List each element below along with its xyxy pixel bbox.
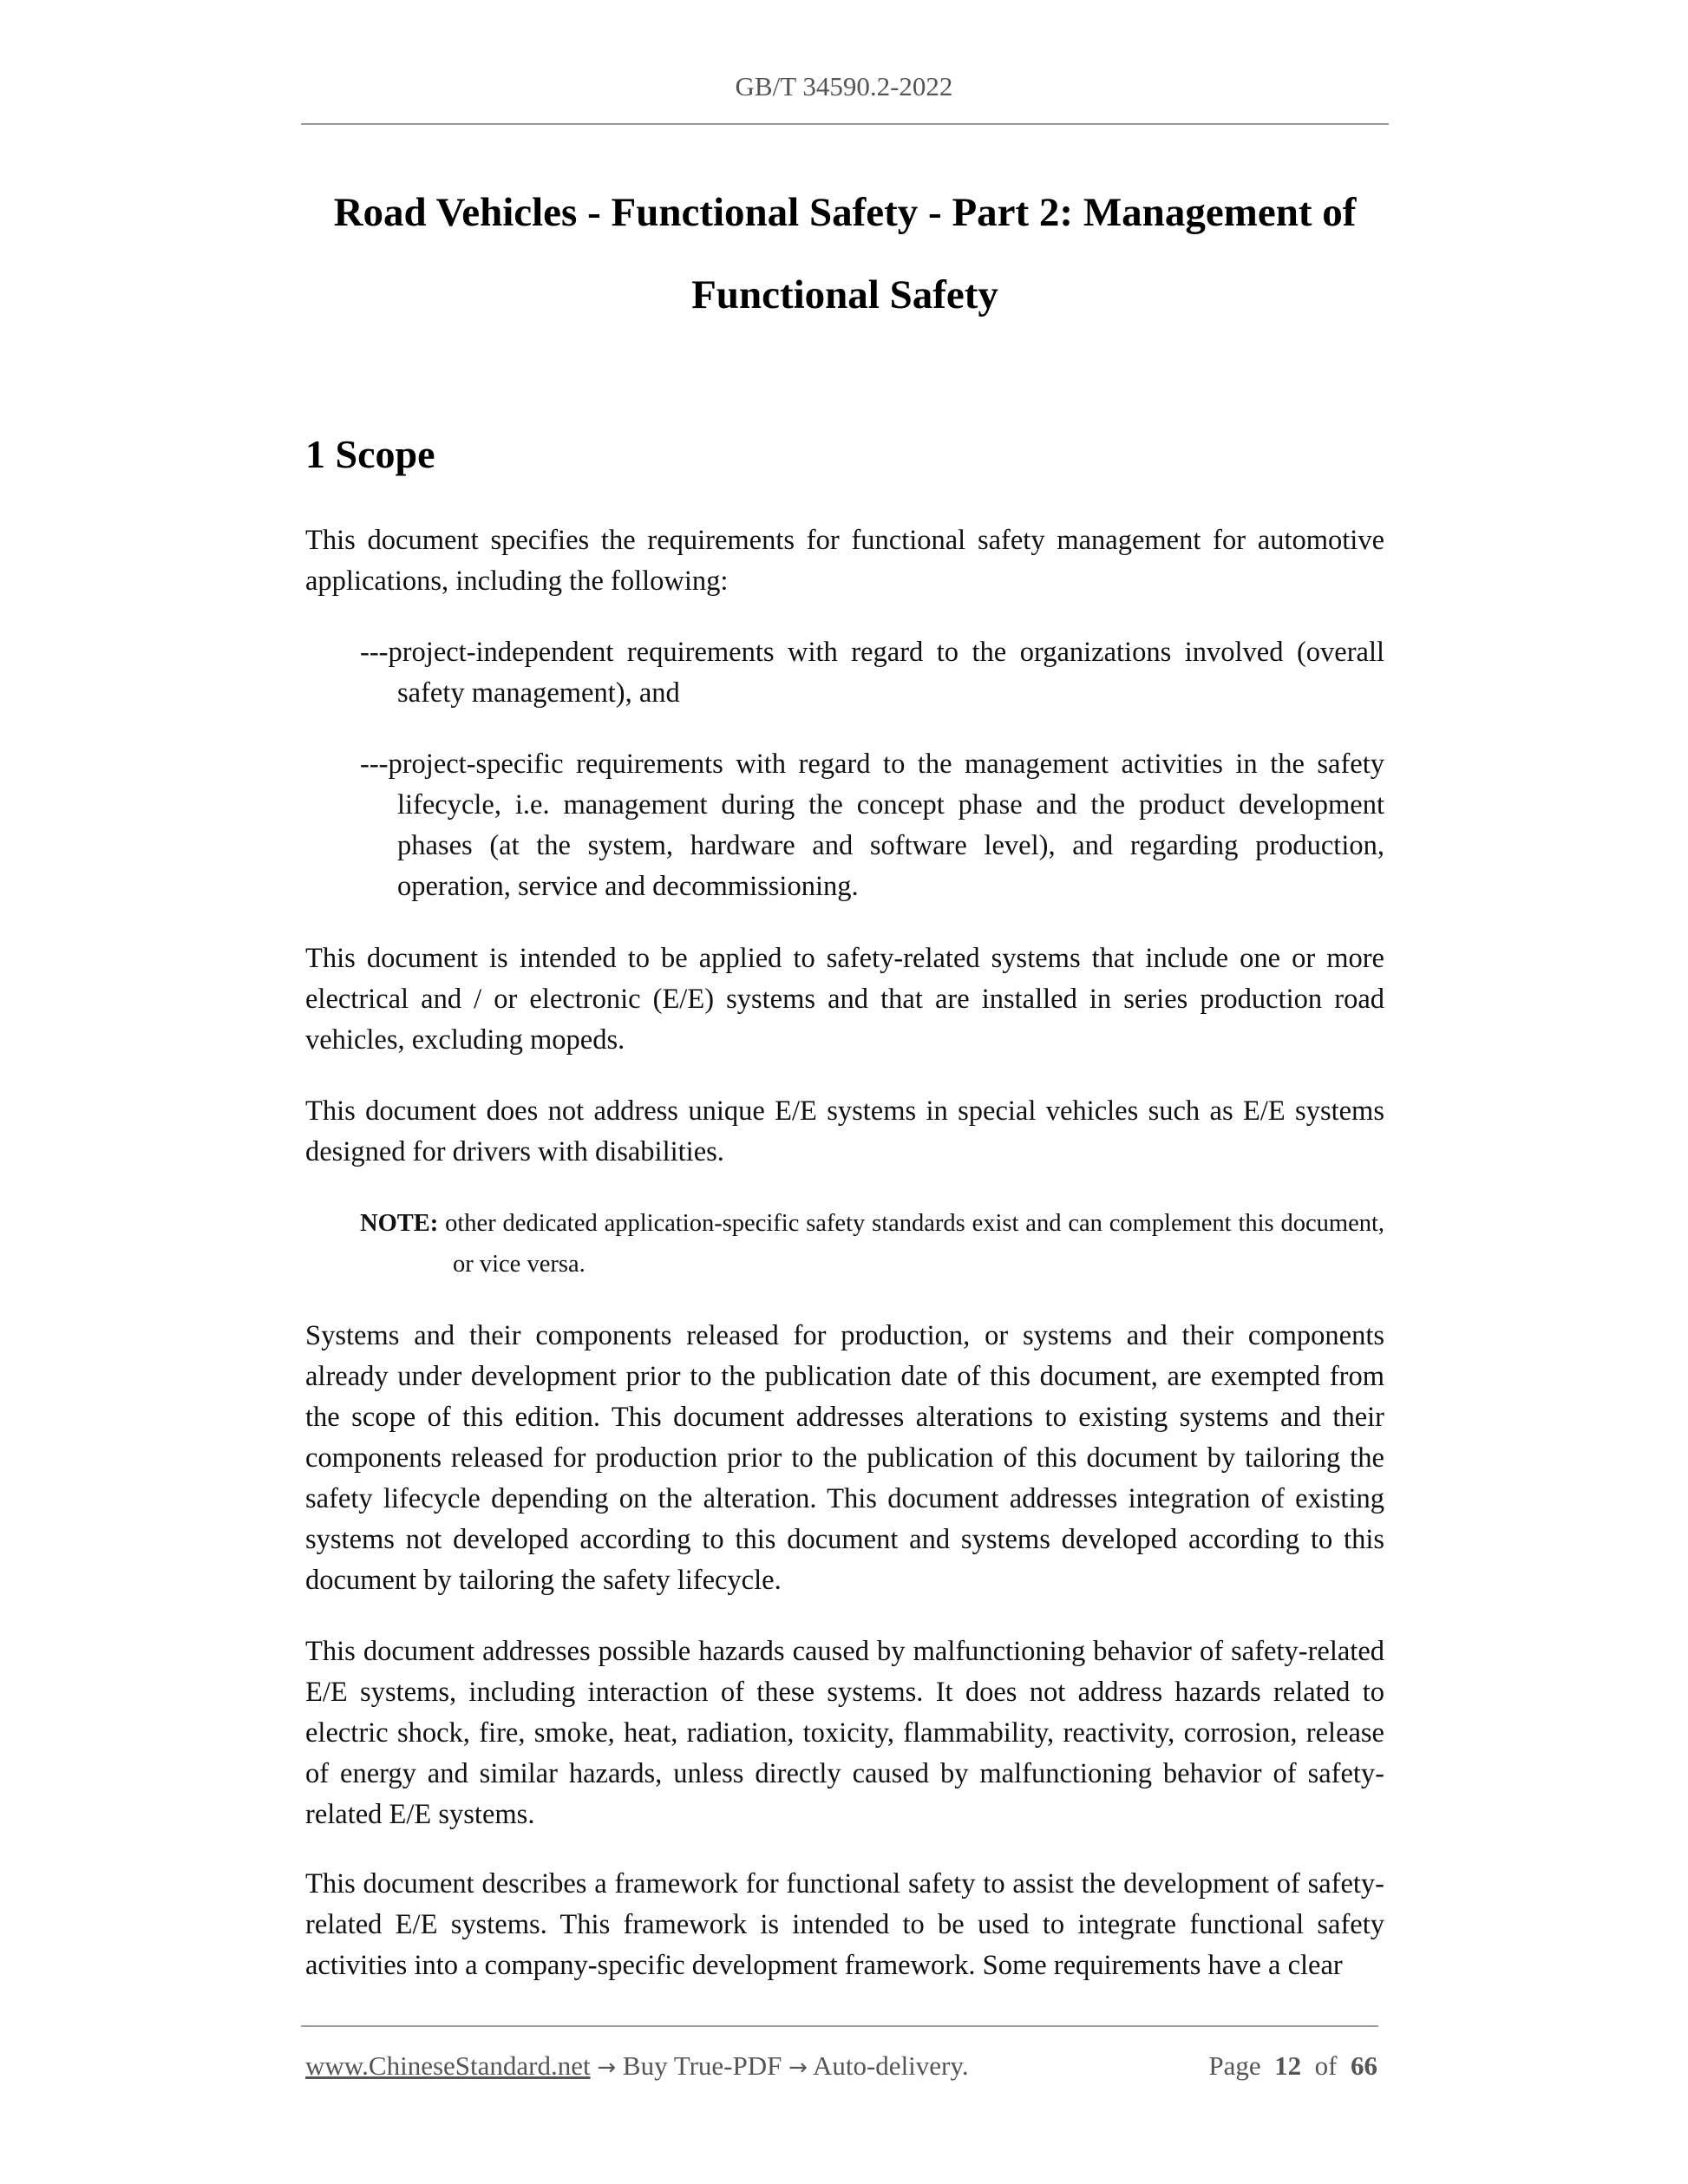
section-heading: 1 Scope [305,432,435,476]
paragraph-5: This document addresses possible hazards caused by malfunctioning behavior of safety-related E/E systems, including interaction of these systems. It does not address hazards related to electric shock, fire, smoke, heat, radiation, toxicity, flammability, reactivity, corrosion, release of energy and similar hazards, unless directly caused by malfunctioning behavior of safety-related E/E systems. [305,1636,1384,1830]
total-pages: 66 [1351,2050,1377,2081]
website-link[interactable]: www.ChineseStandard.net [305,2050,591,2081]
auto-delivery-text: Auto-delivery. [812,2050,969,2081]
paragraph-2: This document is intended to be applied to safety-related systems that include one or more electrical and / or electronic (E/E) systems and that are installed in series production road vehicles, excluding mopeds. [305,943,1384,1056]
page-label: Page [1208,2050,1261,2081]
list-item: ---project-independent requirements with regard to the organizations involved (overall safety management), and [360,637,1384,709]
title-line-1: Road Vehicles - Functional Safety - Part 2: Management of [333,190,1357,235]
paragraph-1: This document specifies the requirements for functional safety management for automotive applications, including the following: [305,525,1384,597]
page-footer [305,2049,1377,2085]
footer-promo [305,2049,969,2085]
paragraph-4: Systems and their components released for production, or systems and their components already under development prior to the publication date of this document, are exempted from the scope of this edition. This document addresses alterations to existing systems and their components released for production prior to the publication of this document by tailoring the safety lifecycle depending on the alteration. This document addresses integration of existing systems not developed according to this document and systems developed according to this document by tailoring the safety lifecycle. [305,1320,1384,1596]
note-block [360,1203,1384,1285]
header-divider [301,123,1389,125]
buy-true-pdf-text: Buy True-PDF [622,2050,782,2081]
document-title [301,172,1389,337]
arrow-right-icon: → [788,2055,808,2081]
title-line-2: Functional Safety [691,272,998,317]
arrow-right-icon: → [597,2055,617,2081]
list-item: ---project-specific requirements with regard to the management activities in the safety lifecycle, i.e. management during the concept phase and the product development phases (at the system, hardware and software level), and regarding production, operation, service and decommissioning. [360,749,1384,902]
paragraph-3: This document does not address unique E/E systems in special vehicles such as E/E systems designed for drivers with disabilities. [305,1095,1384,1167]
current-page: 12 [1274,2050,1302,2081]
footer-divider [301,2025,1378,2027]
note-text: other dedicated application-specific safety standards exist and can complement this document, or vice versa. [445,1210,1385,1278]
document-code-header: GB/T 34590.2-2022 [735,71,953,101]
page-number [1208,2049,1377,2085]
of-label: of [1314,2050,1338,2081]
paragraph-6: This document describes a framework for functional safety to assist the development of safety-related E/E systems. This framework is intended to be used to integrate functional safety activities into a company-specific development framework. Some requirements have a clear [305,1868,1384,1981]
note-label: NOTE: [360,1210,439,1237]
